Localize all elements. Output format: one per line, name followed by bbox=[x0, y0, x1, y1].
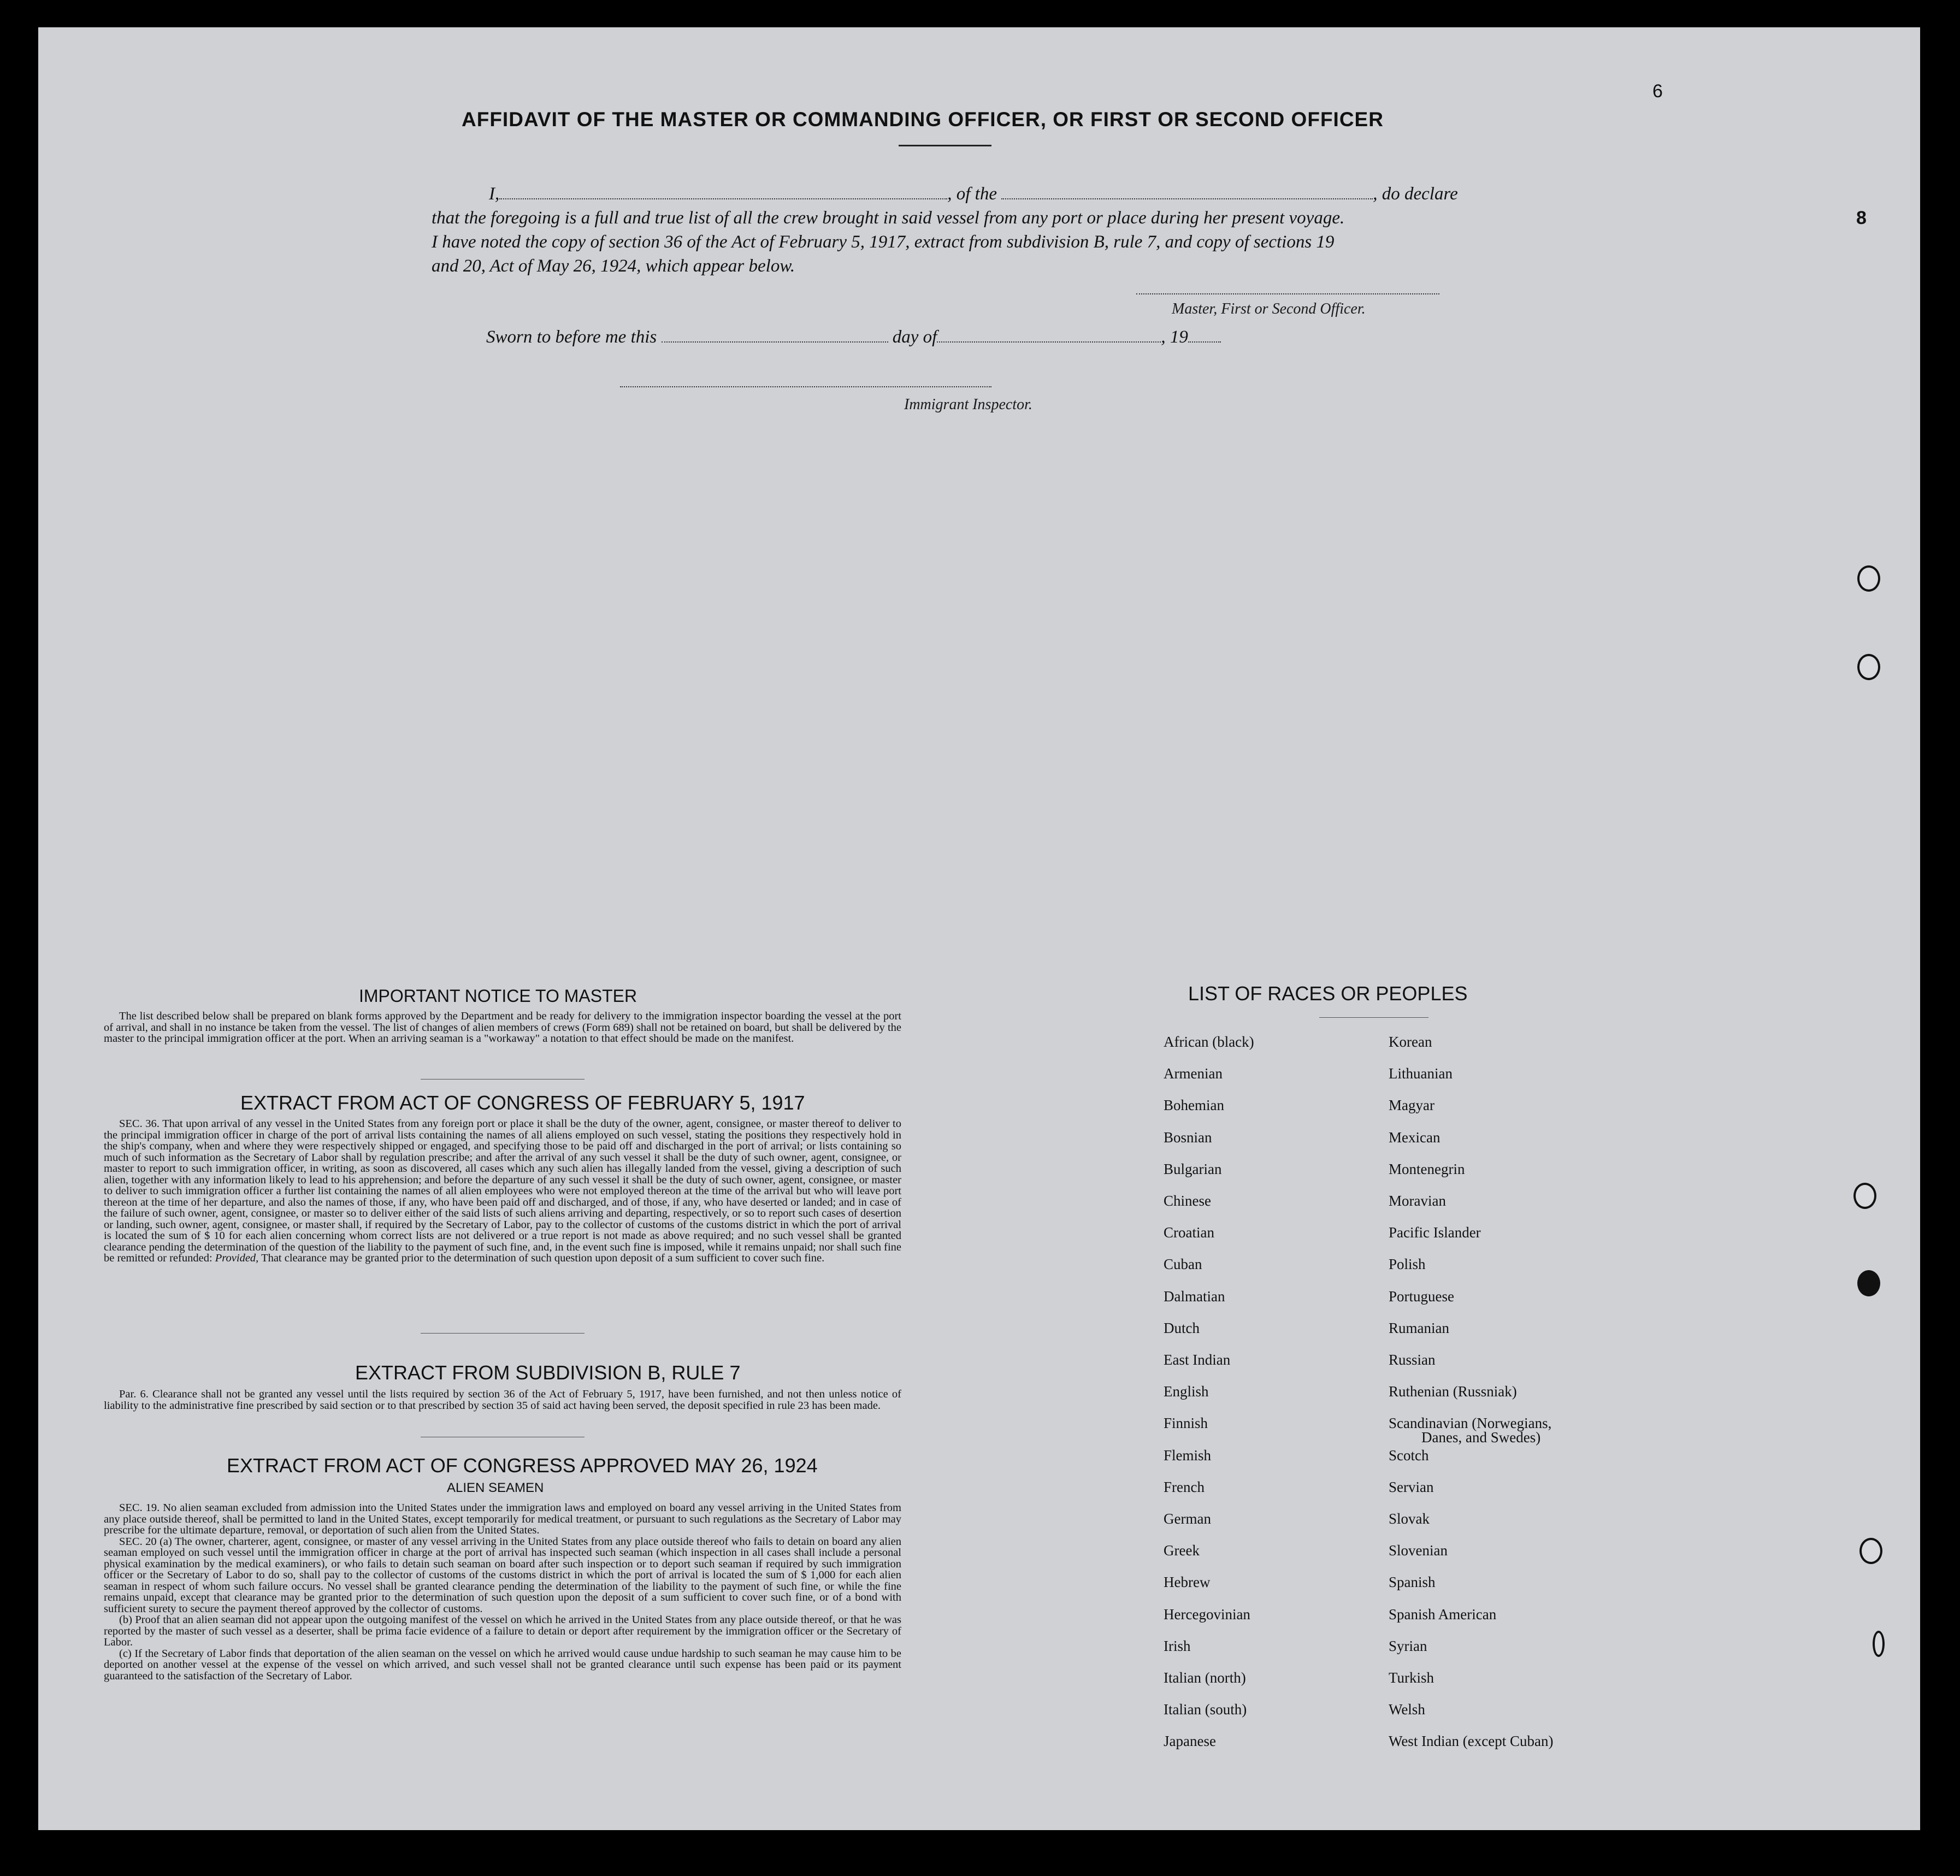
declaration-line-2: that the foregoing is a full and true list of all the crew brought in said vessel from any port or place during her present voyage. bbox=[432, 208, 1345, 228]
race-item: Cuban bbox=[1164, 1256, 1202, 1273]
page-number-mark: 6 bbox=[1652, 81, 1663, 102]
race-item: Lithuanian bbox=[1389, 1065, 1453, 1082]
extract-1917-proviso: Provided, bbox=[215, 1252, 259, 1264]
race-item: Servian bbox=[1389, 1478, 1434, 1495]
sec-19: SEC. 19. No alien seaman excluded from admission into the United States under the immigration laws and employed on board any vessel arriving in the United States from any place outside thereof, shall be permitted to land in the United States, except temporarily for medical treatment, or pursuant to such regulations as the Secretary of Labor may prescribe for the ultimate departure, removal, or deportation of such alien from the United States. bbox=[104, 1502, 901, 1536]
race-item: Dalmatian bbox=[1164, 1288, 1225, 1305]
sworn-year-prefix: , 19 bbox=[1161, 327, 1188, 347]
race-item: Ruthenian (Russniak) bbox=[1389, 1383, 1517, 1400]
declaration-line-3: I have noted the copy of section 36 of the Act of February 5, 1917, extract from subdivision B, rule 7, and copy of sections 19 bbox=[432, 232, 1335, 252]
sworn-day-of: day of bbox=[892, 327, 937, 347]
binding-hole-2 bbox=[1857, 654, 1880, 680]
race-item: Rumanian bbox=[1389, 1319, 1449, 1336]
race-item: Montenegrin bbox=[1389, 1160, 1465, 1177]
race-item: East Indian bbox=[1164, 1352, 1231, 1368]
sec-20a: SEC. 20 (a) The owner, charterer, agent, consignee, or master of any vessel arriving in the United States from any place outside thereof who fails to detain on board any alien seaman employed on such vessel until the immigration officer in charge at the port of arrival has inspected such seaman (which inspection in all cases shall include a personal physical examination by the medical examiners), or who fails to detain such seaman on board after such inspection or to deport such seaman if required by such immigration officer or the Secretary of Labor to do so, shall pay to the collector of customs of the customs district in which the port of arrival is located the sum of $ 1,000 for each alien seaman in respect of whom such failure occurs. No vessel shall be granted clearance pending the determination of the liability to the payment of such fine, or while the fine remains unpaid, except that clearance may be granted prior to the determination of such question upon the deposit of a sum sufficient to cover such fine, or of a bond with sufficient surety to secure the payment thereof approved by the collector of customs. bbox=[104, 1535, 901, 1615]
master-signature-label: Master, First or Second Officer. bbox=[1172, 300, 1366, 317]
race-item: Irish bbox=[1164, 1637, 1191, 1654]
race-item: Portuguese bbox=[1389, 1288, 1454, 1305]
race-item: Greek bbox=[1164, 1542, 1200, 1559]
declaration-do-declare: , do declare bbox=[1373, 184, 1458, 204]
extract-1924-title: EXTRACT FROM ACT OF CONGRESS APPROVED MAY 26, 1924 bbox=[227, 1454, 818, 1477]
sworn-prefix: Sworn to before me this bbox=[486, 327, 657, 347]
races-title: LIST OF RACES OR PEOPLES bbox=[1188, 982, 1468, 1005]
declaration-i: I, bbox=[489, 184, 500, 204]
sec-20c: (c) If the Secretary of Labor finds that deportation of the alien seaman on the vessel on which he arrived would cause undue hardship to such seaman he may cause him to be deported on another vessel at the expense of the vessel on which arrived, and such vessel shall not be granted clearance until such expense has been paid or its payment guaranteed to the satisfaction of the Secretary of Labor. bbox=[104, 1647, 901, 1682]
affidavit-title: AFFIDAVIT OF THE MASTER OR COMMANDING OFFICER, OR FIRST OR SECOND OFFICER bbox=[462, 108, 1384, 131]
subdivision-b-title: EXTRACT FROM SUBDIVISION B, RULE 7 bbox=[355, 1361, 741, 1384]
binding-hole-4 bbox=[1857, 1270, 1880, 1296]
sworn-line bbox=[486, 325, 1221, 349]
race-item: Magyar bbox=[1389, 1097, 1434, 1114]
race-item: Scotch bbox=[1389, 1447, 1429, 1464]
race-item: Italian (north) bbox=[1164, 1669, 1246, 1686]
form-page bbox=[38, 27, 1920, 1830]
notice-text: The list described below shall be prepared on blank forms approved by the Department and be ready for delivery to the immigration inspector boarding the vessel at the port of arrival, and shall in no instance be taken from the vessel. The list of changes of alien members of crews (Form 689) shall not be retained on board, but shall be delivered by the master to the principal immigration officer at the port. When an arriving seaman is a "workaway" a notation to that effect should be made on the manifest. bbox=[104, 1010, 901, 1045]
binding-hole-1 bbox=[1857, 565, 1880, 592]
subdivision-b-text: Par. 6. Clearance shall not be granted any vessel until the lists required by section 36 of the Act of February 5, 1917, have been furnished, and not then unless notice of liability to the administrative fine prescribed by said section or to that prescribed by section 35 of said act having been served, the deposit specified in rule 23 has been made. bbox=[104, 1388, 901, 1412]
extract-1924-subtitle: ALIEN SEAMEN bbox=[447, 1480, 544, 1495]
name-blank[interactable] bbox=[499, 183, 947, 199]
extract-1917-text bbox=[104, 1118, 901, 1264]
title-underline bbox=[899, 145, 991, 146]
race-item: Chinese bbox=[1164, 1193, 1211, 1209]
notice-title: IMPORTANT NOTICE TO MASTER bbox=[359, 986, 637, 1006]
races-title-underline bbox=[1319, 1017, 1428, 1018]
sworn-day-blank[interactable] bbox=[662, 326, 888, 343]
binding-hole-6 bbox=[1873, 1631, 1885, 1657]
extract-1917-main: SEC. 36. That upon arrival of any vessel in the United States from any foreign port or place it shall be the duty of the owner, agent, consignee, or master thereof to deliver to the principal immigration officer in charge of the port of arrival lists containing the names of all aliens employed on such vessel, stating the positions they respectively hold in the ship's company, when and where they were respectively shipped or engaged, and specifying those to be paid off and discharged in the port of arrival; or lists containing so much of such information as the Secretary of Labor shall by regulation prescribe; and after the arrival of any such vessel it shall be the duty of such owner, agent, consignee, or master to report to such immigration officer, in writing, as soon as discovered, all cases which any such alien has illegally landed from the vessel, giving a description of such alien, together with any information likely to lead to his apprehension; and before the departure of any such vessel it shall be the duty of such owner, agent, consignee, or master to deliver to such immigration officer a further list containing the names of all alien employees who were not employed thereon at the time of the arrival but who will leave port thereon at the time of her departure, and also the names of those, if any, who have been paid off and discharged, and of those, if any, who have deserted or landed; and in case of the failure of such owner, agent, consignee, or master so to deliver either of the said lists of such aliens arriving and departing, respectively, or so to report such cases of desertion or landing, such owner, agent, consignee, or master shall, if required by the Secretary of Labor, pay to the collector of customs of the customs district in which the port of arrival is located the sum of $ 10 for each alien concerning whom correct lists are not delivered or a true report is not made as above required; and no such vessel shall be granted clearance pending the determination of the question of the liability to the payment of such fine, and, in the event such fine is imposed, while it remains unpaid; nor shall such fine be remitted or refunded: bbox=[104, 1118, 901, 1264]
master-signature-line[interactable] bbox=[1136, 293, 1439, 294]
race-item: Moravian bbox=[1389, 1193, 1446, 1209]
race-item: Danes, and Swedes) bbox=[1421, 1429, 1541, 1446]
race-item: Polish bbox=[1389, 1256, 1426, 1273]
race-item: Syrian bbox=[1389, 1637, 1427, 1654]
race-item: French bbox=[1164, 1478, 1205, 1495]
race-item: German bbox=[1164, 1511, 1211, 1527]
extract-1924-text bbox=[104, 1502, 901, 1682]
race-item: African (black) bbox=[1164, 1034, 1254, 1050]
race-item: Dutch bbox=[1164, 1319, 1200, 1336]
race-item: Korean bbox=[1389, 1034, 1432, 1050]
race-item: Finnish bbox=[1164, 1415, 1208, 1432]
extract-1917-divider bbox=[421, 1333, 585, 1334]
race-item: Turkish bbox=[1389, 1669, 1434, 1686]
race-item: Scandinavian (Norwegians, bbox=[1389, 1415, 1552, 1432]
inspector-signature-line[interactable] bbox=[620, 386, 991, 387]
race-item: Armenian bbox=[1164, 1065, 1223, 1082]
extract-1917-end: That clearance may be granted prior to the determination of such question upon deposit of a sum sufficient to cover such fine. bbox=[261, 1252, 825, 1264]
race-item: Italian (south) bbox=[1164, 1701, 1247, 1718]
race-item: Hebrew bbox=[1164, 1574, 1211, 1591]
declaration-line-4: and 20, Act of May 26, 1924, which appear below. bbox=[432, 256, 795, 276]
race-item: Bohemian bbox=[1164, 1097, 1224, 1114]
race-item: Welsh bbox=[1389, 1701, 1425, 1718]
race-item: West Indian (except Cuban) bbox=[1389, 1733, 1554, 1750]
binding-hole-3 bbox=[1853, 1183, 1876, 1209]
inspector-label: Immigrant Inspector. bbox=[904, 396, 1032, 413]
race-item: Slovenian bbox=[1389, 1542, 1448, 1559]
race-item: Japanese bbox=[1164, 1733, 1216, 1750]
race-item: Hercegovinian bbox=[1164, 1606, 1250, 1623]
sec-20b: (b) Proof that an alien seaman did not appear upon the outgoing manifest of the vessel on which he arrived in the United States from any place outside thereof, or that he was reported by the master of such vessel as a deserter, shall be prima facie evidence of a failure to detain or deport after requirement by the immigration officer or the Secretary of Labor. bbox=[104, 1614, 901, 1648]
race-item: Bulgarian bbox=[1164, 1160, 1222, 1177]
race-item: Flemish bbox=[1164, 1447, 1212, 1464]
race-item: Bosnian bbox=[1164, 1129, 1212, 1146]
race-item: Pacific Islander bbox=[1389, 1224, 1481, 1241]
edge-number-mark: 8 bbox=[1856, 208, 1867, 228]
race-item: Spanish American bbox=[1389, 1606, 1497, 1623]
race-item: Spanish bbox=[1389, 1574, 1436, 1591]
sworn-month-blank[interactable] bbox=[937, 326, 1161, 343]
race-item: Mexican bbox=[1389, 1129, 1441, 1146]
declaration-line-1 bbox=[489, 182, 1458, 206]
binding-hole-5 bbox=[1859, 1538, 1882, 1564]
extract-1917-title: EXTRACT FROM ACT OF CONGRESS OF FEBRUARY 5, 1917 bbox=[240, 1092, 805, 1114]
sworn-year-blank[interactable] bbox=[1188, 326, 1221, 343]
declaration-of-the: , of the bbox=[947, 184, 997, 204]
race-item: Croatian bbox=[1164, 1224, 1214, 1241]
race-item: English bbox=[1164, 1383, 1209, 1400]
vessel-blank[interactable] bbox=[1001, 183, 1373, 199]
race-item: Slovak bbox=[1389, 1511, 1430, 1527]
race-item: Russian bbox=[1389, 1352, 1436, 1368]
